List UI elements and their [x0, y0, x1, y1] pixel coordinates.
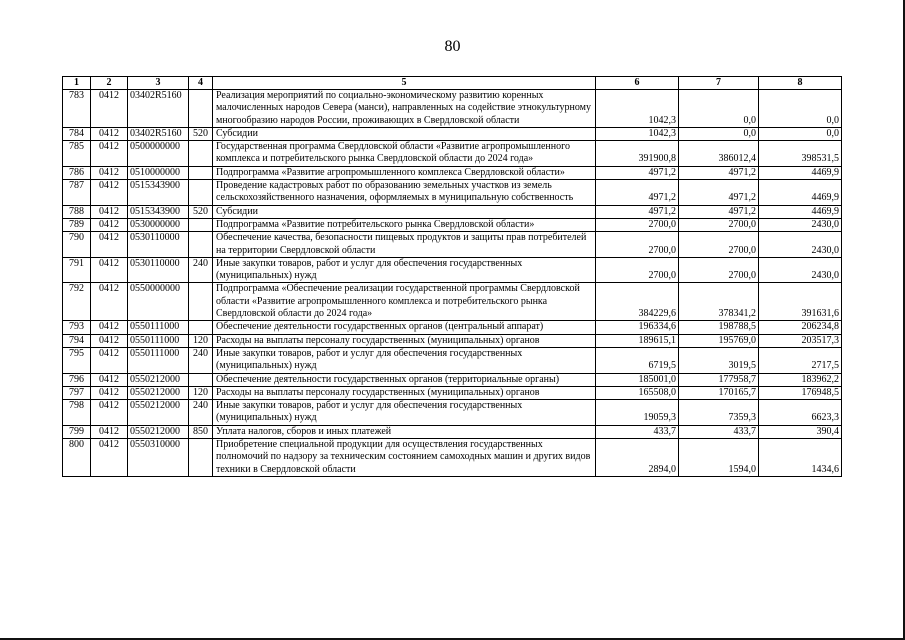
expense-type-cell: 240	[189, 400, 213, 426]
amount-cell-col6: 4971,2	[596, 205, 679, 218]
amount-cell-col8: 1434,6	[759, 439, 842, 477]
table-row	[63, 400, 842, 426]
target-code-cell: 0550212000	[128, 373, 189, 386]
amount-cell-col8: 391631,6	[759, 283, 842, 321]
amount-cell-col8: 2430,0	[759, 257, 842, 283]
section-code-cell: 0412	[91, 425, 128, 438]
table-row	[63, 180, 842, 206]
section-code-cell: 0412	[91, 257, 128, 283]
amount-cell-col8: 0,0	[759, 127, 842, 140]
row-number-cell: 798	[63, 400, 91, 426]
amount-cell-col8: 206234,8	[759, 321, 842, 334]
expense-type-cell	[189, 218, 213, 231]
amount-cell-col6: 1042,3	[596, 90, 679, 128]
table-row	[63, 334, 842, 347]
target-code-cell: 0550111000	[128, 347, 189, 373]
column-header: 6	[596, 77, 679, 90]
section-code-cell: 0412	[91, 386, 128, 399]
expense-type-cell: 120	[189, 334, 213, 347]
column-header: 3	[128, 77, 189, 90]
amount-cell-col6: 2700,0	[596, 218, 679, 231]
amount-cell-col7: 170165,7	[679, 386, 759, 399]
expense-type-cell: 850	[189, 425, 213, 438]
amount-cell-col8: 390,4	[759, 425, 842, 438]
amount-cell-col8: 0,0	[759, 90, 842, 128]
row-number-cell: 797	[63, 386, 91, 399]
table-row	[63, 386, 842, 399]
amount-cell-col7: 198788,5	[679, 321, 759, 334]
amount-cell-col7: 4971,2	[679, 166, 759, 179]
target-code-cell: 0550111000	[128, 334, 189, 347]
item-name-cell: Уплата налогов, сборов и иных платежей	[213, 425, 596, 438]
table-row	[63, 141, 842, 167]
table-row	[63, 347, 842, 373]
amount-cell-col8: 398531,5	[759, 141, 842, 167]
table-row	[63, 166, 842, 179]
amount-cell-col6: 391900,8	[596, 141, 679, 167]
row-number-cell: 789	[63, 218, 91, 231]
target-code-cell: 0550111000	[128, 321, 189, 334]
table-row	[63, 205, 842, 218]
amount-cell-col7: 433,7	[679, 425, 759, 438]
amount-cell-col6: 196334,6	[596, 321, 679, 334]
table-row	[63, 218, 842, 231]
amount-cell-col7: 2700,0	[679, 232, 759, 258]
expense-type-cell	[189, 141, 213, 167]
expense-type-cell: 240	[189, 257, 213, 283]
expense-type-cell: 240	[189, 347, 213, 373]
section-code-cell: 0412	[91, 400, 128, 426]
expense-type-cell	[189, 90, 213, 128]
table-row	[63, 283, 842, 321]
amount-cell-col8: 183962,2	[759, 373, 842, 386]
target-code-cell: 0550310000	[128, 439, 189, 477]
amount-cell-col6: 2700,0	[596, 257, 679, 283]
item-name-cell: Иные закупки товаров, работ и услуг для обеспечения государственных (муниципальных) нужд	[213, 347, 596, 373]
target-code-cell: 0550212000	[128, 400, 189, 426]
column-header: 5	[213, 77, 596, 90]
amount-cell-col7: 4971,2	[679, 205, 759, 218]
item-name-cell: Проведение кадастровых работ по образованию земельных участков из земель сельскохозяйственного назначения, оформляемых в муниципальную собственность	[213, 180, 596, 206]
amount-cell-col6: 2700,0	[596, 232, 679, 258]
amount-cell-col7: 2700,0	[679, 218, 759, 231]
amount-cell-col8: 4469,9	[759, 166, 842, 179]
amount-cell-col6: 4971,2	[596, 166, 679, 179]
item-name-cell: Обеспечение деятельности государственных органов (территориальные органы)	[213, 373, 596, 386]
section-code-cell: 0412	[91, 283, 128, 321]
amount-cell-col6: 189615,1	[596, 334, 679, 347]
table-header-row	[63, 77, 842, 90]
amount-cell-col8: 176948,5	[759, 386, 842, 399]
amount-cell-col7: 0,0	[679, 127, 759, 140]
column-header: 8	[759, 77, 842, 90]
target-code-cell: 0515343900	[128, 205, 189, 218]
amount-cell-col7: 195769,0	[679, 334, 759, 347]
target-code-cell: 0530110000	[128, 232, 189, 258]
target-code-cell: 0550000000	[128, 283, 189, 321]
expense-type-cell	[189, 232, 213, 258]
section-code-cell: 0412	[91, 127, 128, 140]
table-row	[63, 373, 842, 386]
expense-type-cell: 120	[189, 386, 213, 399]
column-header: 4	[189, 77, 213, 90]
row-number-cell: 785	[63, 141, 91, 167]
amount-cell-col6: 165508,0	[596, 386, 679, 399]
column-header: 2	[91, 77, 128, 90]
amount-cell-col8: 2717,5	[759, 347, 842, 373]
target-code-cell: 0550212000	[128, 386, 189, 399]
table-row	[63, 439, 842, 477]
expense-type-cell	[189, 283, 213, 321]
row-number-cell: 783	[63, 90, 91, 128]
row-number-cell: 792	[63, 283, 91, 321]
target-code-cell: 0500000000	[128, 141, 189, 167]
row-number-cell: 794	[63, 334, 91, 347]
section-code-cell: 0412	[91, 232, 128, 258]
amount-cell-col6: 433,7	[596, 425, 679, 438]
expense-type-cell	[189, 439, 213, 477]
table-row	[63, 232, 842, 258]
amount-cell-col7: 2700,0	[679, 257, 759, 283]
item-name-cell: Государственная программа Свердловской области «Развитие агропромышленного комплекса и потребительского рынка Свердловской области до 2024 года»	[213, 141, 596, 167]
item-name-cell: Реализация мероприятий по социально-экономическому развитию коренных малочисленных народов Севера (манси), направленных на содействие этнокультурному многообразию народов России, проживающих в Свердловской области	[213, 90, 596, 128]
item-name-cell: Обеспечение деятельности государственных органов (центральный аппарат)	[213, 321, 596, 334]
amount-cell-col8: 203517,3	[759, 334, 842, 347]
amount-cell-col8: 2430,0	[759, 232, 842, 258]
row-number-cell: 800	[63, 439, 91, 477]
target-code-cell: 03402R5160	[128, 90, 189, 128]
target-code-cell: 03402R5160	[128, 127, 189, 140]
expense-type-cell	[189, 180, 213, 206]
item-name-cell: Расходы на выплаты персоналу государственных (муниципальных) органов	[213, 334, 596, 347]
expense-type-cell: 520	[189, 127, 213, 140]
section-code-cell: 0412	[91, 321, 128, 334]
row-number-cell: 790	[63, 232, 91, 258]
section-code-cell: 0412	[91, 180, 128, 206]
section-code-cell: 0412	[91, 166, 128, 179]
table-row	[63, 321, 842, 334]
amount-cell-col6: 6719,5	[596, 347, 679, 373]
amount-cell-col6: 4971,2	[596, 180, 679, 206]
row-number-cell: 788	[63, 205, 91, 218]
table-row	[63, 127, 842, 140]
table-row	[63, 257, 842, 283]
target-code-cell: 0530110000	[128, 257, 189, 283]
expense-type-cell	[189, 321, 213, 334]
item-name-cell: Субсидии	[213, 127, 596, 140]
amount-cell-col7: 386012,4	[679, 141, 759, 167]
budget-table	[62, 76, 842, 477]
item-name-cell: Субсидии	[213, 205, 596, 218]
amount-cell-col7: 4971,2	[679, 180, 759, 206]
column-header: 7	[679, 77, 759, 90]
amount-cell-col8: 4469,9	[759, 205, 842, 218]
target-code-cell: 0510000000	[128, 166, 189, 179]
row-number-cell: 796	[63, 373, 91, 386]
expense-type-cell: 520	[189, 205, 213, 218]
item-name-cell: Подпрограмма «Развитие потребительского рынка Свердловской области»	[213, 218, 596, 231]
column-header: 1	[63, 77, 91, 90]
amount-cell-col6: 2894,0	[596, 439, 679, 477]
item-name-cell: Расходы на выплаты персоналу государственных (муниципальных) органов	[213, 386, 596, 399]
row-number-cell: 795	[63, 347, 91, 373]
section-code-cell: 0412	[91, 141, 128, 167]
amount-cell-col8: 2430,0	[759, 218, 842, 231]
section-code-cell: 0412	[91, 439, 128, 477]
item-name-cell: Обеспечение качества, безопасности пищевых продуктов и защиты прав потребителей на территории Свердловской области	[213, 232, 596, 258]
item-name-cell: Иные закупки товаров, работ и услуг для обеспечения государственных (муниципальных) нужд	[213, 257, 596, 283]
table-body	[63, 90, 842, 477]
amount-cell-col7: 378341,2	[679, 283, 759, 321]
amount-cell-col6: 19059,3	[596, 400, 679, 426]
target-code-cell: 0550212000	[128, 425, 189, 438]
expense-type-cell	[189, 373, 213, 386]
amount-cell-col7: 7359,3	[679, 400, 759, 426]
page-number: 80	[444, 38, 461, 55]
table-row	[63, 90, 842, 128]
row-number-cell: 793	[63, 321, 91, 334]
table-row	[63, 425, 842, 438]
amount-cell-col6: 1042,3	[596, 127, 679, 140]
amount-cell-col7: 177958,7	[679, 373, 759, 386]
amount-cell-col8: 6623,3	[759, 400, 842, 426]
target-code-cell: 0515343900	[128, 180, 189, 206]
section-code-cell: 0412	[91, 373, 128, 386]
amount-cell-col6: 185001,0	[596, 373, 679, 386]
amount-cell-col7: 0,0	[679, 90, 759, 128]
target-code-cell: 0530000000	[128, 218, 189, 231]
amount-cell-col7: 1594,0	[679, 439, 759, 477]
item-name-cell: Подпрограмма «Развитие агропромышленного комплекса Свердловской области»	[213, 166, 596, 179]
section-code-cell: 0412	[91, 347, 128, 373]
item-name-cell: Иные закупки товаров, работ и услуг для обеспечения государственных (муниципальных) нужд	[213, 400, 596, 426]
section-code-cell: 0412	[91, 334, 128, 347]
item-name-cell: Приобретение специальной продукции для осуществления государственных полномочий по надзору за техническим состоянием самоходных машин и других видов техники в Свердловской области	[213, 439, 596, 477]
section-code-cell: 0412	[91, 205, 128, 218]
row-number-cell: 799	[63, 425, 91, 438]
item-name-cell: Подпрограмма «Обеспечение реализации государственной программы Свердловской области «Развитие агропромышленного комплекса и потребительского рынка Свердловской области до 2024 года»	[213, 283, 596, 321]
row-number-cell: 786	[63, 166, 91, 179]
row-number-cell: 787	[63, 180, 91, 206]
amount-cell-col8: 4469,9	[759, 180, 842, 206]
section-code-cell: 0412	[91, 218, 128, 231]
section-code-cell: 0412	[91, 90, 128, 128]
amount-cell-col6: 384229,6	[596, 283, 679, 321]
row-number-cell: 791	[63, 257, 91, 283]
row-number-cell: 784	[63, 127, 91, 140]
expense-type-cell	[189, 166, 213, 179]
amount-cell-col7: 3019,5	[679, 347, 759, 373]
